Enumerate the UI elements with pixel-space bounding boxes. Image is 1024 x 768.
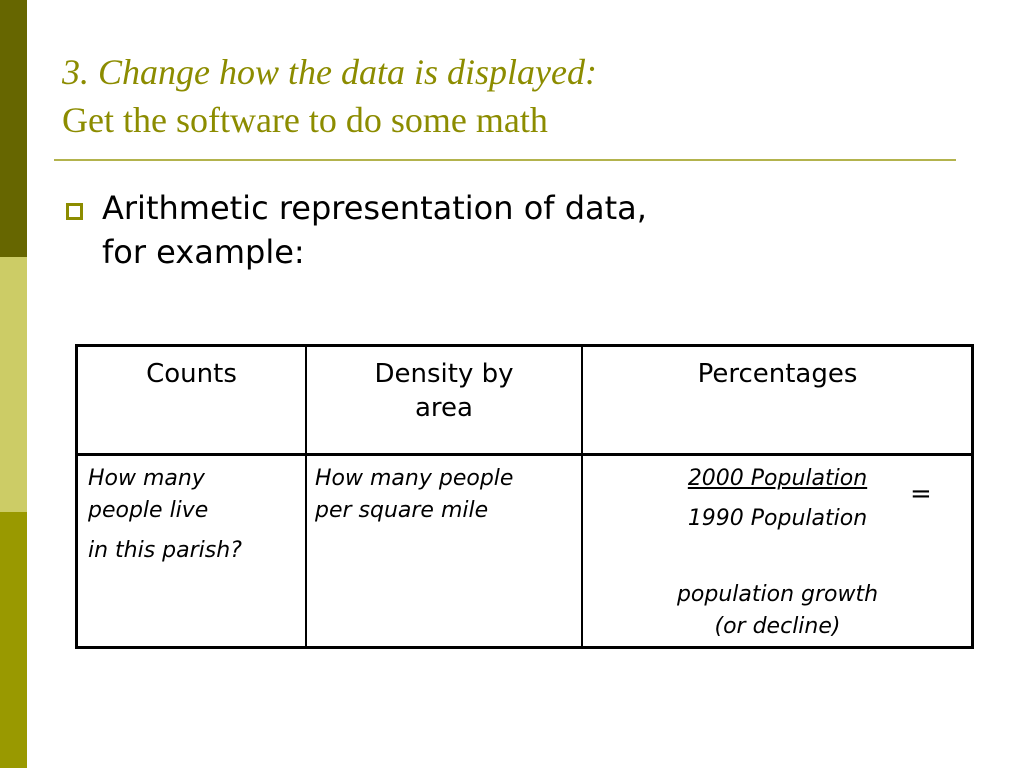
equals-sign: =: [910, 479, 932, 509]
cell-counts-line2: people live: [88, 498, 209, 523]
example-table: [75, 344, 974, 649]
title-divider: [54, 159, 956, 161]
header-percentages: Percentages: [697, 359, 858, 389]
row-divider: [78, 453, 971, 456]
header-density-line2: area: [415, 393, 473, 423]
sidebar-stripe-olive: [0, 512, 27, 768]
bullet-line2: for example:: [102, 233, 305, 271]
square-bullet-icon: [66, 203, 83, 220]
cell-density-line1: How many people: [315, 466, 514, 491]
denominator-text: 1990 Population: [687, 506, 868, 531]
slide-title: [62, 48, 597, 144]
slide-title-line2: Get the software to do some math: [62, 100, 548, 140]
header-density: [307, 357, 581, 425]
cell-density-line2: per square mile: [315, 498, 489, 523]
cell-counts-line1: How many: [88, 466, 205, 491]
bullet-text: [102, 186, 647, 274]
result-line1: population growth: [676, 582, 879, 607]
header-counts: Counts: [146, 359, 237, 389]
header-density-line1: Density by: [374, 359, 514, 389]
sidebar-stripe-light: [0, 257, 27, 512]
result-line2: (or decline): [714, 614, 841, 639]
slide-title-line1: 3. Change how the data is displayed:: [62, 52, 597, 92]
cell-density: [315, 462, 513, 528]
cell-counts: [88, 462, 242, 568]
cell-counts-line3: in this parish?: [88, 538, 242, 563]
numerator-text: 2000 Population: [687, 466, 868, 491]
bullet-line1: Arithmetic representation of data,: [102, 189, 647, 227]
sidebar-stripe-dark: [0, 0, 27, 257]
